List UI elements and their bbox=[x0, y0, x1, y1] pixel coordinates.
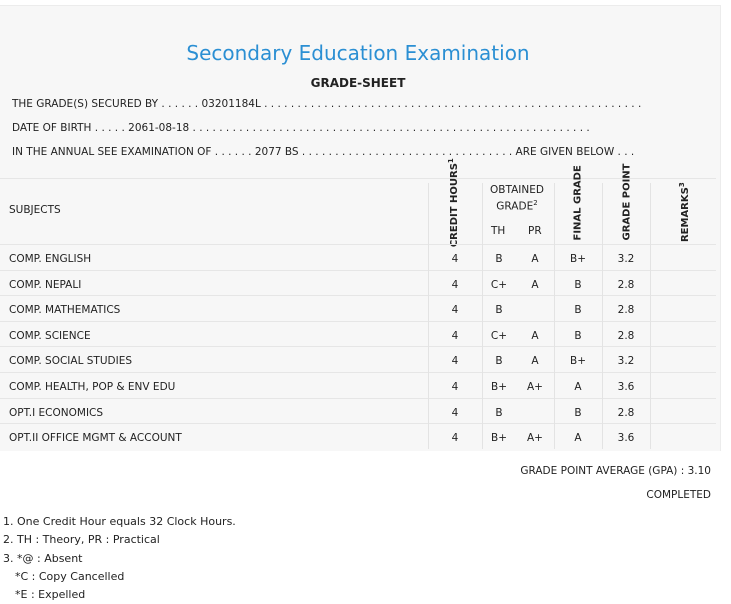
column-divider bbox=[428, 183, 429, 449]
credit-hours-cell: 4 bbox=[451, 355, 459, 368]
table-row bbox=[0, 423, 716, 450]
theory-grade-cell: C+ bbox=[490, 278, 508, 291]
practical-grade-cell: A bbox=[531, 253, 539, 265]
final-grade-cell: B bbox=[574, 278, 582, 291]
footnote-3: 3. *@ : Absent bbox=[3, 552, 83, 565]
gpa-line bbox=[520, 465, 711, 477]
credit-hours-cell: 4 bbox=[451, 406, 459, 419]
page-title: Secondary Education Examination bbox=[186, 41, 530, 65]
subject-cell: OPT.I ECONOMICS bbox=[9, 406, 104, 419]
grade-secured-line bbox=[12, 98, 641, 110]
credit-hours-cell: 4 bbox=[451, 329, 459, 342]
table-header bbox=[0, 158, 716, 248]
footnote-2: 2. TH : Theory, PR : Practical bbox=[3, 533, 160, 546]
footnote-copy-cancelled: *C : Copy Cancelled bbox=[15, 570, 125, 583]
subject-cell: COMP. NEPALI bbox=[9, 278, 82, 291]
credit-hours-cell: 4 bbox=[451, 304, 459, 317]
column-divider bbox=[482, 183, 483, 449]
theory-grade-cell: C+ bbox=[490, 329, 508, 342]
grade-sheet-heading: GRADE-SHEET bbox=[310, 76, 406, 90]
th-header: TH bbox=[491, 225, 506, 237]
subject-cell: COMP. MATHEMATICS bbox=[9, 304, 121, 317]
footnote-expelled: *E : Expelled bbox=[15, 588, 86, 601]
column-divider bbox=[650, 183, 651, 449]
remarks-header: REMARKS$^3$ bbox=[677, 182, 692, 243]
exam-label: IN THE ANNUAL SEE EXAMINATION OF . . . . . . bbox=[12, 146, 255, 158]
column-divider bbox=[554, 183, 555, 449]
exam-year: 2077 BS bbox=[254, 146, 299, 158]
final-grade-cell: B+ bbox=[569, 253, 586, 265]
theory-grade-cell: B bbox=[495, 253, 503, 265]
theory-grade-cell: B bbox=[495, 304, 503, 317]
table-row bbox=[0, 321, 716, 348]
subject-cell: OPT.II OFFICE MGMT & ACCOUNT bbox=[9, 432, 182, 445]
exam-line bbox=[12, 146, 634, 158]
exam-suffix: ARE GIVEN BELOW . . . bbox=[515, 146, 635, 158]
final-grade-cell: A bbox=[574, 432, 582, 445]
final-grade-header: FINAL GRADE bbox=[572, 165, 584, 241]
symbol-number: 03201184L bbox=[201, 98, 261, 110]
theory-grade-cell: B bbox=[495, 355, 503, 368]
credit-hours-cell: 4 bbox=[451, 278, 459, 291]
practical-grade-cell: A bbox=[531, 355, 539, 368]
grade-point-cell: 3.6 bbox=[617, 381, 635, 393]
credit-hours-cell: 4 bbox=[451, 381, 459, 393]
credit-hours-cell: 4 bbox=[451, 432, 459, 445]
grade-sheet bbox=[0, 5, 721, 451]
pr-header: PR bbox=[528, 225, 542, 237]
dob-label: DATE OF BIRTH . . . . . bbox=[12, 122, 129, 134]
column-divider bbox=[602, 183, 603, 449]
obtained-grade-header: OBTAINED GRADE$^2$ bbox=[490, 184, 544, 213]
grade-point-cell: 2.8 bbox=[617, 278, 635, 291]
table-row bbox=[0, 295, 716, 322]
credit-hours-header: CREDIT HOURS$^1$ bbox=[446, 158, 461, 248]
final-grade-cell: B+ bbox=[569, 355, 586, 368]
final-grade-cell: B bbox=[574, 329, 582, 342]
grade-secured-label: THE GRADE(S) SECURED BY . . . . . . bbox=[12, 98, 202, 110]
grade-point-cell: 2.8 bbox=[617, 406, 635, 419]
practical-grade-cell: A bbox=[531, 278, 539, 291]
grade-point-cell: 3.2 bbox=[617, 253, 635, 265]
subjects-header: SUBJECTS bbox=[9, 204, 61, 216]
final-grade-cell: B bbox=[574, 304, 582, 317]
practical-grade-cell: A bbox=[531, 329, 539, 342]
grade-point-cell: 3.6 bbox=[617, 432, 635, 445]
subject-cell: COMP. HEALTH, POP & ENV EDU bbox=[9, 381, 176, 393]
date-of-birth-line bbox=[12, 122, 590, 134]
subject-cell: COMP. SCIENCE bbox=[9, 329, 91, 342]
table-row bbox=[0, 398, 716, 425]
table-row bbox=[0, 270, 716, 297]
final-grade-cell: B bbox=[574, 406, 582, 419]
final-grade-cell: A bbox=[574, 381, 582, 393]
practical-grade-cell: A+ bbox=[527, 381, 543, 393]
result-status: COMPLETED bbox=[646, 489, 711, 501]
subject-cell: COMP. SOCIAL STUDIES bbox=[9, 355, 133, 368]
dotted-leader: . . . . . . . . . . . . . . . . . . . . . . . . . . . . . . . . . . . . . . . . . . . . . . . . . . . . . . . . . . . . bbox=[189, 122, 590, 134]
credit-hours-cell: 4 bbox=[451, 253, 459, 265]
footnote-1: 1. One Credit Hour equals 32 Clock Hours. bbox=[3, 515, 236, 528]
dotted-leader: . . . . . . . . . . . . . . . . . . . . . . . . . . . . . . . . bbox=[298, 146, 516, 158]
practical-grade-cell: A+ bbox=[527, 432, 543, 445]
date-of-birth: 2061-08-18 bbox=[128, 122, 190, 134]
theory-grade-cell: B bbox=[495, 406, 503, 419]
table-row bbox=[0, 244, 716, 271]
grade-point-header: GRADE POINT bbox=[621, 163, 633, 241]
grade-point-cell: 2.8 bbox=[617, 329, 635, 342]
grade-point-cell: 3.2 bbox=[617, 355, 635, 368]
subject-cell: COMP. ENGLISH bbox=[9, 253, 92, 265]
gpa-label: GRADE POINT AVERAGE (GPA) : bbox=[520, 465, 688, 477]
grade-point-cell: 2.8 bbox=[617, 304, 635, 317]
dotted-leader: . . . . . . . . . . . . . . . . . . . . . . . . . . . . . . . . . . . . . . . . . . . . . . . . . . . . . . . . . bbox=[260, 98, 642, 110]
theory-grade-cell: B+ bbox=[490, 432, 507, 445]
table-row bbox=[0, 346, 716, 373]
theory-grade-cell: B+ bbox=[490, 381, 507, 393]
table-row bbox=[0, 372, 716, 399]
gpa-value: 3.10 bbox=[687, 465, 711, 477]
